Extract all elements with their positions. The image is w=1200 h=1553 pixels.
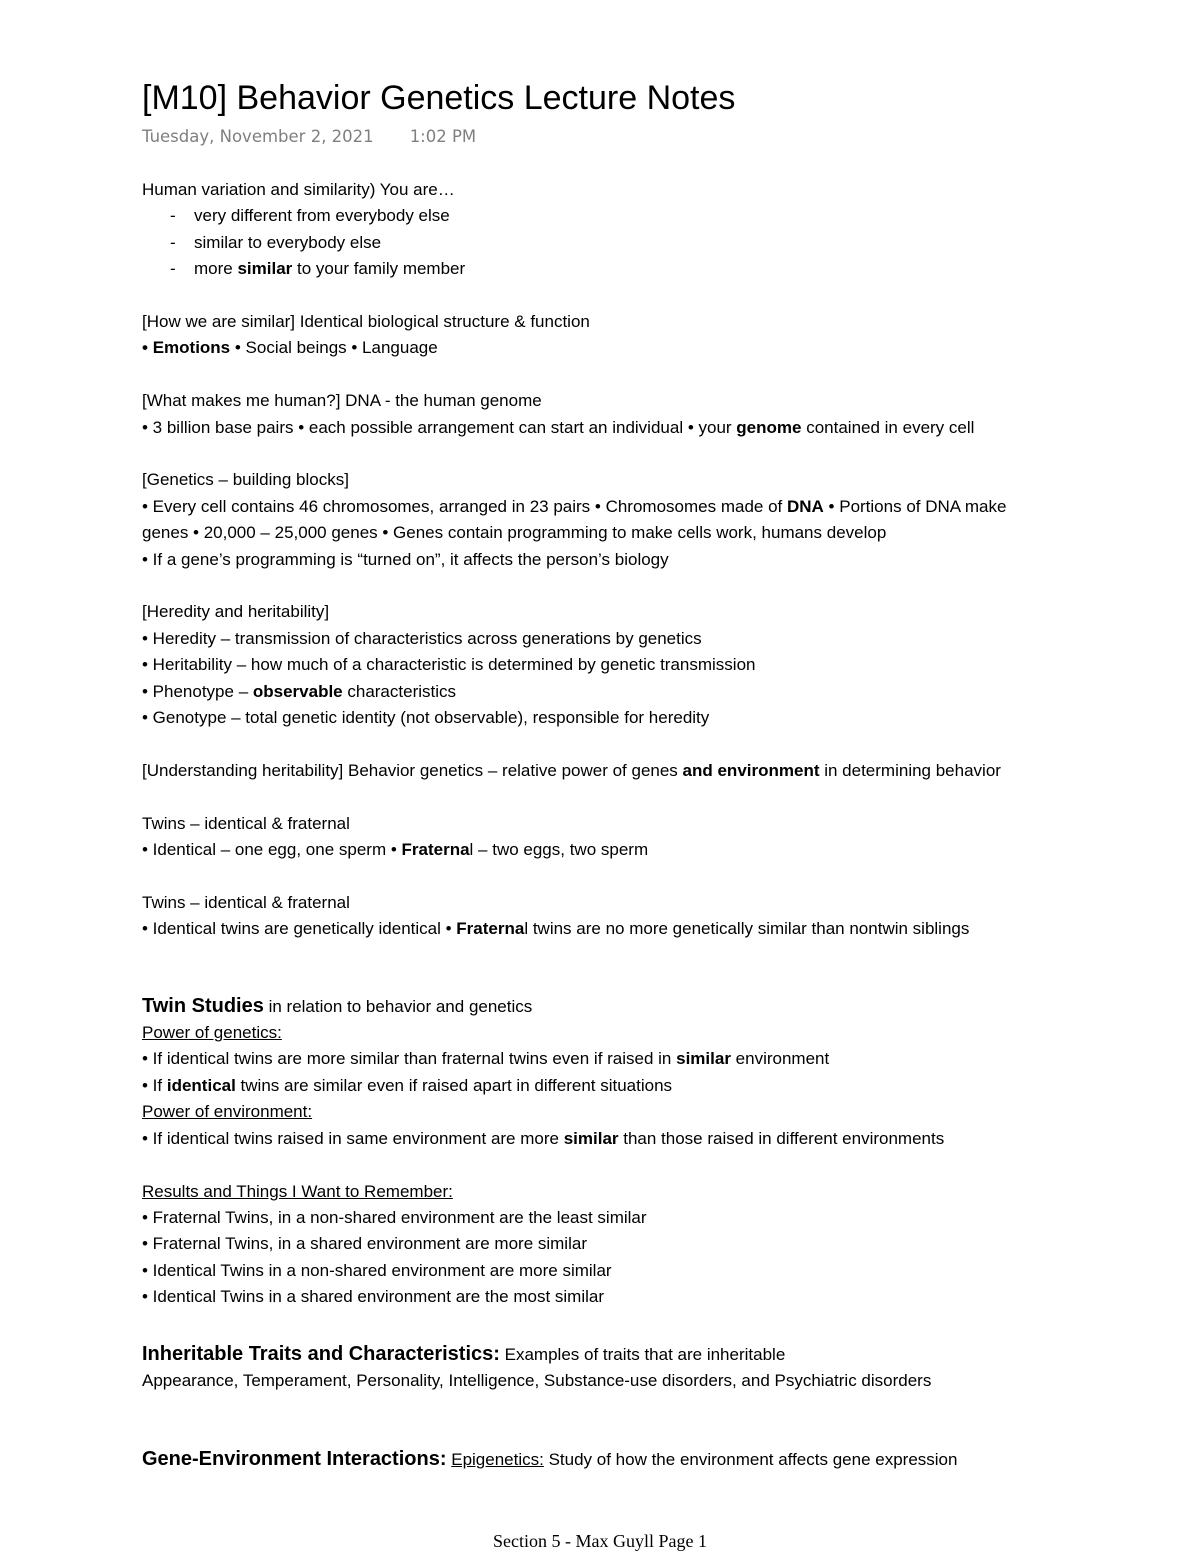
note-date: Tuesday, November 2, 2021 <box>142 127 374 146</box>
twins-line <box>142 837 1162 863</box>
heredity-line: • Heredity – transmission of characteristics across generations by genetics <box>142 628 702 648</box>
section-title: Inheritable Traits and Characteristics: <box>142 1342 500 1365</box>
bullet-text: • <box>142 338 153 358</box>
list-item <box>142 256 1162 282</box>
bold-text: identical <box>166 1075 236 1095</box>
list-item-text: more <box>194 259 238 279</box>
bold-text: similar <box>237 259 293 279</box>
similar-heading: [How we are similar] Identical biological structure & function <box>142 312 590 332</box>
bold-text: DNA <box>786 496 824 516</box>
section-subtitle: Examples of traits that are inheritable <box>499 1344 786 1364</box>
intro-heading: Human variation and similarity) You are… <box>142 180 455 199</box>
bullet-text: • Every cell contains 46 chromosomes, arranged in 23 pairs • Chromosomes made of <box>142 496 787 516</box>
genetics-bullet <box>142 1046 1162 1072</box>
bullet-text: • Portions of DNA make <box>823 496 1007 516</box>
line-text: [Understanding heritability] Behavior genetics – relative power of genes <box>142 760 683 780</box>
inheritable-list: Appearance, Temperament, Personality, Intelligence, Substance-use disorders, and Psychiatric disorders <box>142 1370 932 1390</box>
list-item: • Identical Twins in a shared environment are the most similar <box>142 1287 605 1307</box>
bold-text: and environment <box>682 760 820 780</box>
bullet-text: • Identical – one egg, one sperm • <box>142 840 402 860</box>
genetics-line: • If a gene’s programming is “turned on”, it affects the person’s biology <box>142 549 669 569</box>
list-item: • Fraternal Twins, in a shared environment are more similar <box>142 1234 587 1254</box>
human-heading: [What makes me human?] DNA - the human genome <box>142 391 542 411</box>
list-item: - very different from everybody else <box>142 203 1162 229</box>
twin-studies-heading <box>142 993 1162 1020</box>
bold-text: Fraterna <box>456 919 525 939</box>
twins-line <box>142 916 1162 942</box>
section-title: Twin Studies <box>142 994 264 1017</box>
bullet-text: • If identical twins raised in same environment are more <box>142 1128 564 1148</box>
genetics-line: genes • 20,000 – 25,000 genes • Genes contain programming to make cells work, humans develop <box>142 523 887 543</box>
list-item-text: to your family member <box>292 259 466 279</box>
bullet-text: l – two eggs, two sperm <box>469 840 649 860</box>
list-item: • Identical Twins in a non-shared environment are more similar <box>142 1260 612 1280</box>
gene-environment-heading <box>142 1446 1162 1473</box>
bullet-text: twins are similar even if raised apart in different situations <box>235 1075 673 1095</box>
section-subtitle: Study of how the environment affects gene expression <box>543 1450 958 1470</box>
human-bullets <box>142 415 1162 441</box>
bold-text: similar <box>676 1049 731 1069</box>
environment-bullet <box>142 1126 1162 1152</box>
bold-text: Fraterna <box>401 840 470 860</box>
twins-heading: Twins – identical & fraternal <box>142 813 350 833</box>
genetics-bullet <box>142 1073 1162 1099</box>
bold-text: similar <box>563 1128 619 1148</box>
understanding-heritability <box>142 758 1162 784</box>
bold-text: observable <box>252 681 343 701</box>
page-title: [M10] Behavior Genetics Lecture Notes <box>142 79 736 117</box>
note-time: 1:02 PM <box>409 127 477 146</box>
section-title: Gene-Environment Interactions: <box>142 1448 447 1471</box>
intro-list <box>142 203 1162 282</box>
epigenetics-label: Epigenetics: <box>451 1450 544 1470</box>
inheritable-heading <box>142 1341 1162 1368</box>
bold-text: genome <box>736 417 802 437</box>
bullet-text: l twins are no more genetically similar than nontwin siblings <box>524 919 970 939</box>
twins-heading: Twins – identical & fraternal <box>142 892 350 912</box>
bullet-text: environment <box>730 1049 830 1069</box>
bullet-text: • If <box>142 1075 167 1095</box>
heredity-line: • Genotype – total genetic identity (not observable), responsible for heredity <box>142 708 710 728</box>
bullet-text: characteristics <box>342 681 457 701</box>
similar-bullets <box>142 335 1162 361</box>
heredity-heading: [Heredity and heritability] <box>142 602 330 622</box>
heredity-line: • Heritability – how much of a characteristic is determined by genetic transmission <box>142 655 756 675</box>
power-of-genetics-label: Power of genetics: <box>142 1023 282 1043</box>
line-text: in determining behavior <box>819 760 1001 780</box>
bullet-text: contained in every cell <box>801 417 975 437</box>
list-item: • Fraternal Twins, in a non-shared environment are the least similar <box>142 1207 647 1227</box>
list-item: - similar to everybody else <box>142 230 1162 256</box>
heredity-line <box>142 679 1162 705</box>
bullet-text: • Identical twins are genetically identical • <box>142 919 457 939</box>
section-subtitle: in relation to behavior and genetics <box>263 996 533 1016</box>
results-heading: Results and Things I Want to Remember: <box>142 1181 453 1201</box>
bullet-text: • If identical twins are more similar than fraternal twins even if raised in <box>142 1049 677 1069</box>
bold-text: Emotions <box>152 338 231 358</box>
bullet-text: • Phenotype – <box>142 681 253 701</box>
bullet-text: than those raised in different environments <box>618 1128 945 1148</box>
genetics-heading: [Genetics – building blocks] <box>142 470 349 490</box>
note-page <box>142 78 1162 1474</box>
page-footer: Section 5 - Max Guyll Page 1 <box>493 1531 707 1551</box>
bullet-text: • Social beings • Language <box>230 338 438 358</box>
power-of-environment-label: Power of environment: <box>142 1102 313 1122</box>
note-timestamp <box>142 126 1162 148</box>
genetics-line <box>142 494 1162 520</box>
bullet-text: • 3 billion base pairs • each possible arrangement can start an individual • your <box>142 417 737 437</box>
